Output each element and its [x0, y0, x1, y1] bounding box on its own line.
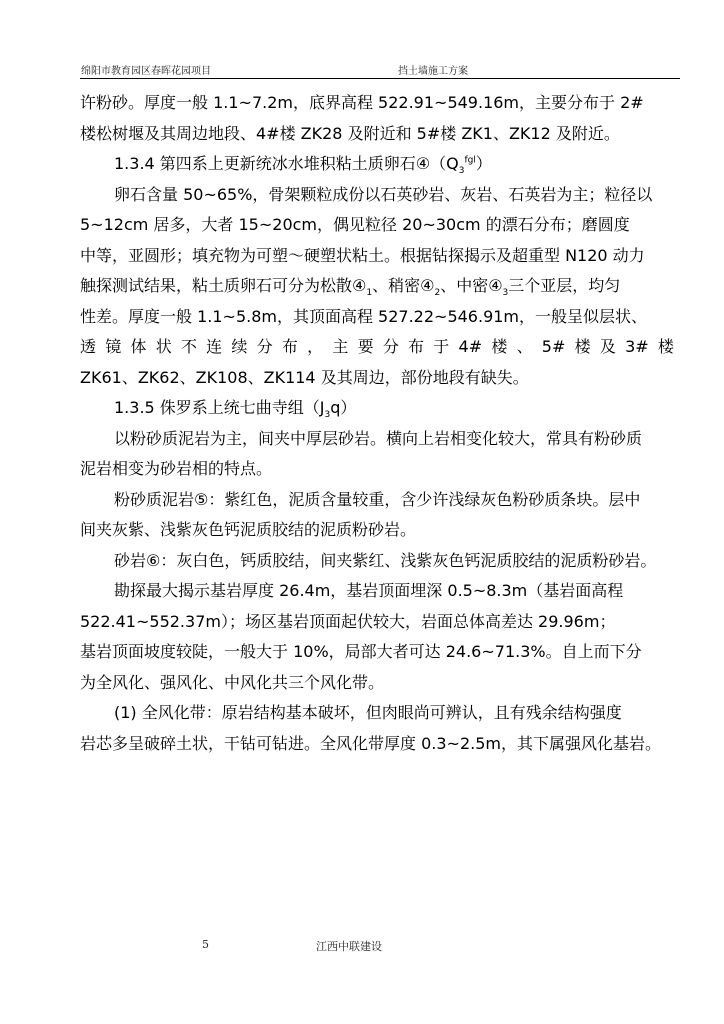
text-run: 、稍密④ — [372, 276, 435, 295]
heading-subscript: 3 — [324, 410, 331, 421]
section-heading-1-3-5 — [80, 393, 684, 424]
justified-token: 连 — [206, 337, 223, 356]
justified-token: 主 — [332, 337, 349, 356]
justified-token: 楼 — [657, 337, 674, 356]
heading-text-end: q） — [330, 398, 357, 417]
body-line: 砂岩⑥：灰白色，钙质胶结，间夹紫红、浅紫灰色钙泥质胶结的泥质粉砂岩。 — [114, 550, 657, 570]
heading-subscript: 3 — [458, 166, 465, 177]
body-line-justified — [80, 332, 674, 363]
page-number: 5 — [202, 938, 209, 951]
justified-token: 5# — [541, 337, 566, 356]
text-run: 、中密④ — [440, 276, 503, 295]
heading-close-paren: ） — [475, 154, 492, 173]
justified-token: 状 — [155, 337, 172, 356]
body-line: 中等，亚圆形；填充物为可塑～硬塑状粘土。根据钻探揭示及超重型 N120 动力 — [80, 245, 645, 265]
header-project-name: 绵阳市教育园区春晖花园项目 — [81, 66, 211, 77]
body-line: 卵石含量 50~65%，骨架颗粒成份以石英砂岩、灰岩、石英岩为主；粒径以 — [114, 184, 653, 204]
justified-token: 4# — [458, 337, 483, 356]
footer-company: 江西中联建设 — [316, 940, 382, 953]
justified-token: 分 — [256, 337, 273, 356]
subscript: 2 — [434, 288, 441, 299]
section-heading-1-3-4 — [80, 149, 684, 180]
justified-token: 楼 — [574, 337, 591, 356]
heading-superscript: fgl — [464, 155, 476, 166]
body-line: ZK61、ZK62、ZK108、ZK114 及其周边，部份地段有缺失。 — [80, 367, 529, 387]
justified-token: 不 — [180, 337, 197, 356]
body-line: 以粉砂质泥岩为主，间夹中厚层砂岩。横向上岩相变化较大，常具有粉砂质 — [114, 428, 643, 448]
page-header — [80, 60, 680, 79]
body-line: 粉砂质泥岩⑤：紫红色，泥质含量较重，含少许浅绿灰色粉砂质条块。层中 — [114, 489, 641, 509]
subscript: 3 — [502, 288, 509, 299]
justified-token: 分 — [382, 337, 399, 356]
justified-token: 布 — [408, 337, 425, 356]
justified-token: 及 — [599, 337, 616, 356]
text-run: 三个亚层，均匀 — [508, 276, 621, 295]
document-body — [80, 88, 684, 759]
body-line — [80, 271, 684, 302]
justified-token: 镜 — [105, 337, 122, 356]
body-line: 基岩顶面坡度较陡，一般大于 10%，局部大者可达 24.6~71.3%。自上而下分 — [80, 642, 642, 661]
justified-token: 透 — [80, 337, 97, 356]
body-line: 岩芯多呈破碎土状，干钻可钻进。全风化带厚度 0.3~2.5m，其下属强风化基岩。 — [80, 733, 661, 753]
body-line: (1) 全风化带：原岩结构基本破坏，但肉眼尚可辨认，且有残余结构强度 — [114, 703, 622, 722]
header-doc-title: 挡土墙施工方案 — [398, 66, 468, 77]
body-line: 为全风化、强风化、中风化共三个风化带。 — [80, 672, 385, 692]
heading-text: 1.3.4 第四系上更新统冰水堆积粘土质卵石④（Q — [114, 154, 459, 173]
justified-token: 布 — [281, 337, 298, 356]
page-footer — [0, 938, 724, 958]
justified-token: 3# — [625, 337, 649, 356]
justified-token: 要 — [357, 337, 374, 356]
justified-token: 体 — [130, 337, 147, 356]
justified-token: 楼 — [491, 337, 508, 356]
body-line: 勘探最大揭示基岩厚度 26.4m，基岩顶面埋深 0.5~8.3m（基岩面高程 — [114, 581, 624, 600]
subscript: 1 — [366, 288, 373, 299]
justified-token: ， — [307, 337, 324, 356]
body-line: 楼松树堰及其周边地段、4#楼 ZK28 及附近和 5#楼 ZK1、ZK12 及附近。 — [80, 123, 620, 143]
body-line: 间夹灰紫、浅紫灰色钙泥质胶结的泥质粉砂岩。 — [80, 520, 417, 539]
body-line: 泥岩相变为砂岩相的特点。 — [80, 459, 273, 478]
justified-token: 续 — [231, 337, 248, 356]
body-line: 5~12cm 居多，大者 15~20cm，偶见粒径 20~30cm 的漂石分布；磨圆度 — [80, 215, 630, 234]
heading-text: 1.3.5 侏罗系上统七曲寺组（J — [114, 398, 325, 417]
body-line: 性差。厚度一般 1.1~5.8m，其顶面高程 527.22~546.91m，一般呈似层状、 — [80, 306, 648, 326]
justified-token: 于 — [433, 337, 450, 356]
justified-token: 、 — [516, 337, 533, 356]
body-line: 522.41~552.37m）；场区基岩顶面起伏较大，岩面总体高差达 29.96m； — [80, 611, 616, 631]
text-run: 触探测试结果，粘土质卵石可分为松散④ — [80, 276, 367, 295]
body-line: 许粉砂。厚度一般 1.1~7.2m，底界高程 522.91~549.16m，主要分布于 2# — [80, 93, 644, 112]
